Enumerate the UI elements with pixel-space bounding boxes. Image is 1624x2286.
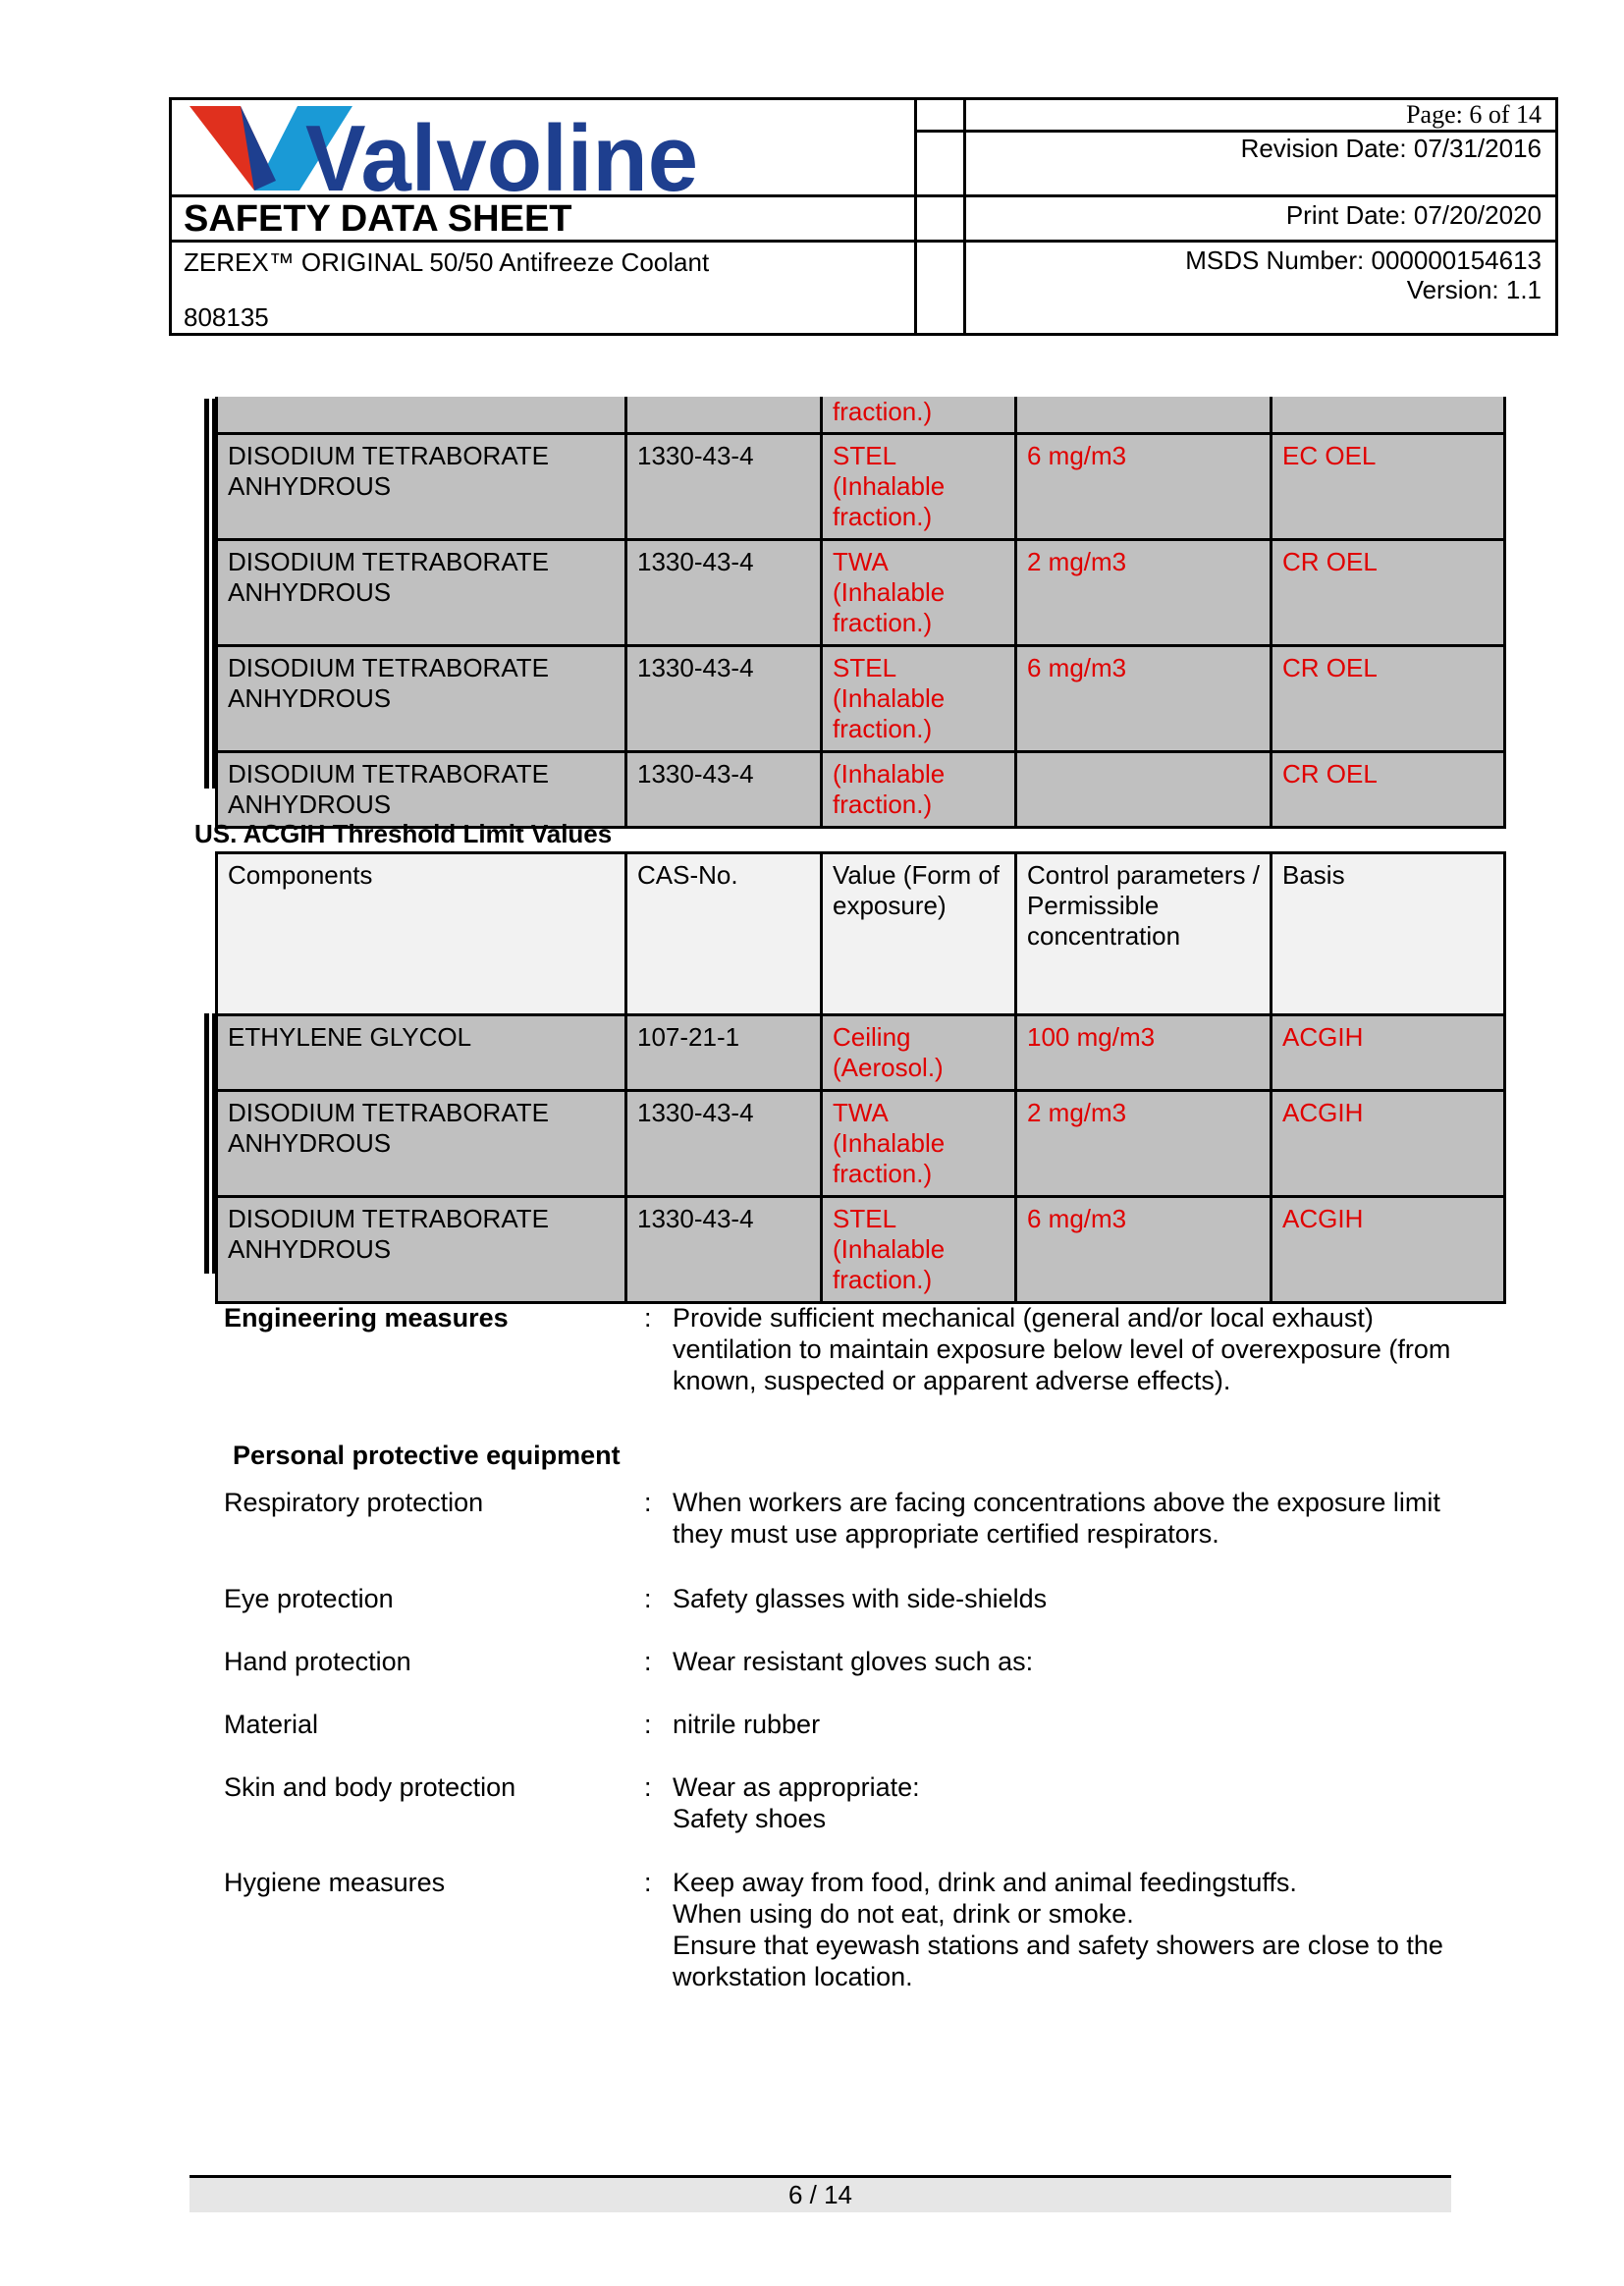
engineering-value: Provide sufficient mechanical (general and/or local exhaust) ventilation to maintain exposure below level of overexposure (from known, suspected or apparent adverse effects). [673, 1303, 1451, 1395]
eye-label: Eye protection [224, 1584, 394, 1613]
colon: : [644, 1868, 652, 1897]
product-code: 808135 [184, 302, 269, 332]
table-row [217, 751, 1505, 827]
basis-cell: CR OEL [1272, 539, 1505, 645]
basis-cell: CR OEL [1272, 645, 1505, 751]
hygiene-label: Hygiene measures [224, 1868, 446, 1897]
respiratory-value: When workers are facing concentrations above the exposure limit they must use appropriate certified respirators. [673, 1488, 1440, 1549]
exposure-limits-table [215, 397, 1506, 829]
cas-cell: 1330-43-4 [626, 751, 822, 827]
value-cell: TWA (Inhalable fraction.) [822, 539, 1016, 645]
skin-label: Skin and body protection [224, 1772, 516, 1802]
cas-cell: 1330-43-4 [626, 433, 822, 539]
value-cell: Ceiling (Aerosol.) [822, 1015, 1016, 1091]
control-cell: 2 mg/m3 [1016, 539, 1272, 645]
colon: : [644, 1303, 652, 1333]
footer-page-number: 6 / 14 [787, 2180, 853, 2209]
hand-value: Wear resistant gloves such as: [673, 1647, 1034, 1676]
ppe-title: Personal protective equipment [233, 1441, 621, 1470]
cas-cell [626, 397, 822, 433]
cas-cell: 1330-43-4 [626, 645, 822, 751]
material-label: Material [224, 1710, 319, 1739]
page-number: Page: 6 of 14 [1406, 100, 1542, 129]
basis-cell: ACGIH [1272, 1091, 1505, 1197]
component-cell: ETHYLENE GLYCOL [217, 1015, 626, 1091]
column-header: Components [217, 853, 626, 1015]
respiratory-label: Respiratory protection [224, 1488, 484, 1517]
table-row [217, 1197, 1505, 1303]
document-header [169, 97, 1558, 336]
table-row [217, 1015, 1505, 1091]
component-cell: DISODIUM TETRABORATE ANHYDROUS [217, 1091, 626, 1197]
control-cell [1016, 397, 1272, 433]
colon: : [644, 1584, 652, 1613]
control-cell: 6 mg/m3 [1016, 1197, 1272, 1303]
acgih-title: US. ACGIH Threshold Limit Values [194, 819, 613, 848]
version: Version: 1.1 [1406, 275, 1542, 304]
component-cell: DISODIUM TETRABORATE ANHYDROUS [217, 645, 626, 751]
hygiene-value: Keep away from food, drink and animal feedingstuffs. When using do not eat, drink or smoke. Ensure that eyewash stations and safety showers are close to the workstation location. [673, 1868, 1443, 1991]
table-row [217, 397, 1505, 433]
hand-label: Hand protection [224, 1647, 411, 1676]
value-cell: fraction.) [822, 397, 1016, 433]
value-cell: STEL (Inhalable fraction.) [822, 433, 1016, 539]
value-cell: STEL (Inhalable fraction.) [822, 645, 1016, 751]
table-row [217, 433, 1505, 539]
basis-cell: ACGIH [1272, 1197, 1505, 1303]
control-cell: 2 mg/m3 [1016, 1091, 1272, 1197]
column-header: Basis [1272, 853, 1505, 1015]
revision-date: Revision Date: 07/31/2016 [1240, 134, 1542, 163]
cas-cell: 107-21-1 [626, 1015, 822, 1091]
svg-text:Valvoline: Valvoline [305, 106, 698, 194]
cas-cell: 1330-43-4 [626, 539, 822, 645]
skin-value: Wear as appropriate: Safety shoes [673, 1772, 920, 1833]
value-cell: (Inhalable fraction.) [822, 751, 1016, 827]
component-cell: DISODIUM TETRABORATE ANHYDROUS [217, 539, 626, 645]
table-row [217, 645, 1505, 751]
component-cell: DISODIUM TETRABORATE ANHYDROUS [217, 1197, 626, 1303]
valvoline-logo [180, 104, 788, 194]
control-cell: 6 mg/m3 [1016, 433, 1272, 539]
cas-cell: 1330-43-4 [626, 1091, 822, 1197]
colon: : [644, 1772, 652, 1802]
footer-bar [189, 2178, 1451, 2212]
value-cell: TWA (Inhalable fraction.) [822, 1091, 1016, 1197]
cas-cell: 1330-43-4 [626, 1197, 822, 1303]
table-row [217, 539, 1505, 645]
control-cell [1016, 751, 1272, 827]
component-cell: DISODIUM TETRABORATE ANHYDROUS [217, 433, 626, 539]
column-header: Control parameters / Permissible concentration [1016, 853, 1272, 1015]
column-header: CAS-No. [626, 853, 822, 1015]
component-cell: DISODIUM TETRABORATE ANHYDROUS [217, 751, 626, 827]
colon: : [644, 1710, 652, 1739]
eye-value: Safety glasses with side-shields [673, 1584, 1048, 1613]
component-cell [217, 397, 626, 433]
basis-cell: EC OEL [1272, 433, 1505, 539]
control-cell: 100 mg/m3 [1016, 1015, 1272, 1091]
control-cell: 6 mg/m3 [1016, 645, 1272, 751]
msds-number: MSDS Number: 000000154613 [1185, 245, 1542, 275]
material-value: nitrile rubber [673, 1710, 821, 1739]
table-row [217, 1091, 1505, 1197]
basis-cell: CR OEL [1272, 751, 1505, 827]
doc-title: SAFETY DATA SHEET [184, 198, 572, 240]
product-name: ZEREX™ ORIGINAL 50/50 Antifreeze Coolant [184, 247, 710, 277]
value-cell: STEL (Inhalable fraction.) [822, 1197, 1016, 1303]
colon: : [644, 1647, 652, 1676]
acgih-table [215, 851, 1506, 1304]
column-header: Value (Form of exposure) [822, 853, 1016, 1015]
basis-cell [1272, 397, 1505, 433]
engineering-label: Engineering measures [224, 1303, 509, 1333]
colon: : [644, 1488, 652, 1517]
table-header-row [217, 853, 1505, 1015]
print-date: Print Date: 07/20/2020 [1285, 200, 1542, 230]
basis-cell: ACGIH [1272, 1015, 1505, 1091]
